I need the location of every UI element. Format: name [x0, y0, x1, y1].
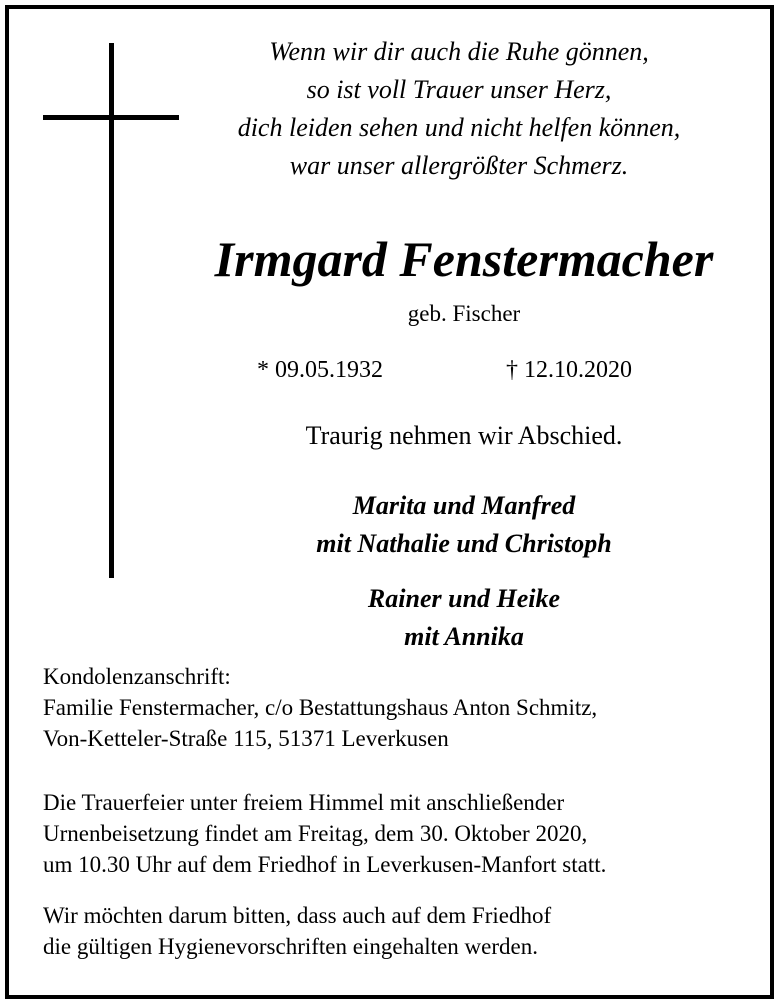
- condolence-line: Von-Ketteler-Straße 115, 51371 Leverkusen: [43, 726, 449, 751]
- poem-line-4: war unser allergrößter Schmerz.: [289, 151, 629, 180]
- death-date: † 12.10.2020: [506, 357, 632, 383]
- family-line: mit Annika: [404, 622, 524, 651]
- ceremony-line: um 10.30 Uhr auf dem Friedhof in Leverkusen-Manfort statt.: [43, 852, 607, 877]
- request-line: Wir möchten darum bitten, dass auch auf dem Friedhof: [43, 903, 552, 928]
- poem-line-3: dich leiden sehen und nicht helfen können,: [237, 113, 681, 142]
- request-line: die gültigen Hygienevorschriften eingehalten werden.: [43, 934, 538, 959]
- cross-vertical-bar: [109, 43, 114, 578]
- ceremony-line: Die Trauerfeier unter freiem Himmel mit anschließender: [43, 790, 565, 815]
- obituary-notice: [5, 5, 774, 999]
- family-line: Marita und Manfred: [352, 491, 576, 520]
- ceremony-info: [43, 787, 763, 880]
- poem-line-2: so ist voll Trauer unser Herz,: [306, 75, 612, 104]
- family-line: Rainer und Heike: [367, 584, 561, 613]
- condolence-line: Familie Fenstermacher, c/o Bestattungshaus Anton Schmitz,: [43, 695, 598, 720]
- deceased-name: Irmgard Fenstermacher: [214, 231, 714, 287]
- condolence-heading: Kondolenzanschrift:: [43, 664, 231, 689]
- poem-line-1: Wenn wir dir auch die Ruhe gönnen,: [269, 37, 649, 66]
- condolence-address: [43, 661, 763, 754]
- hygiene-request: [43, 900, 763, 962]
- cross-horizontal-bar: [43, 115, 179, 120]
- birth-date: * 09.05.1932: [257, 357, 383, 383]
- birth-name: geb. Fischer: [407, 301, 521, 326]
- ceremony-line: Urnenbeisetzung findet am Freitag, dem 30. Oktober 2020,: [43, 821, 588, 846]
- memorial-poem: [169, 33, 749, 185]
- farewell-line: Traurig nehmen wir Abschied.: [305, 421, 623, 450]
- family-group-2: [169, 580, 759, 656]
- family-line: mit Nathalie und Christoph: [316, 529, 612, 558]
- family-group-1: [169, 487, 759, 563]
